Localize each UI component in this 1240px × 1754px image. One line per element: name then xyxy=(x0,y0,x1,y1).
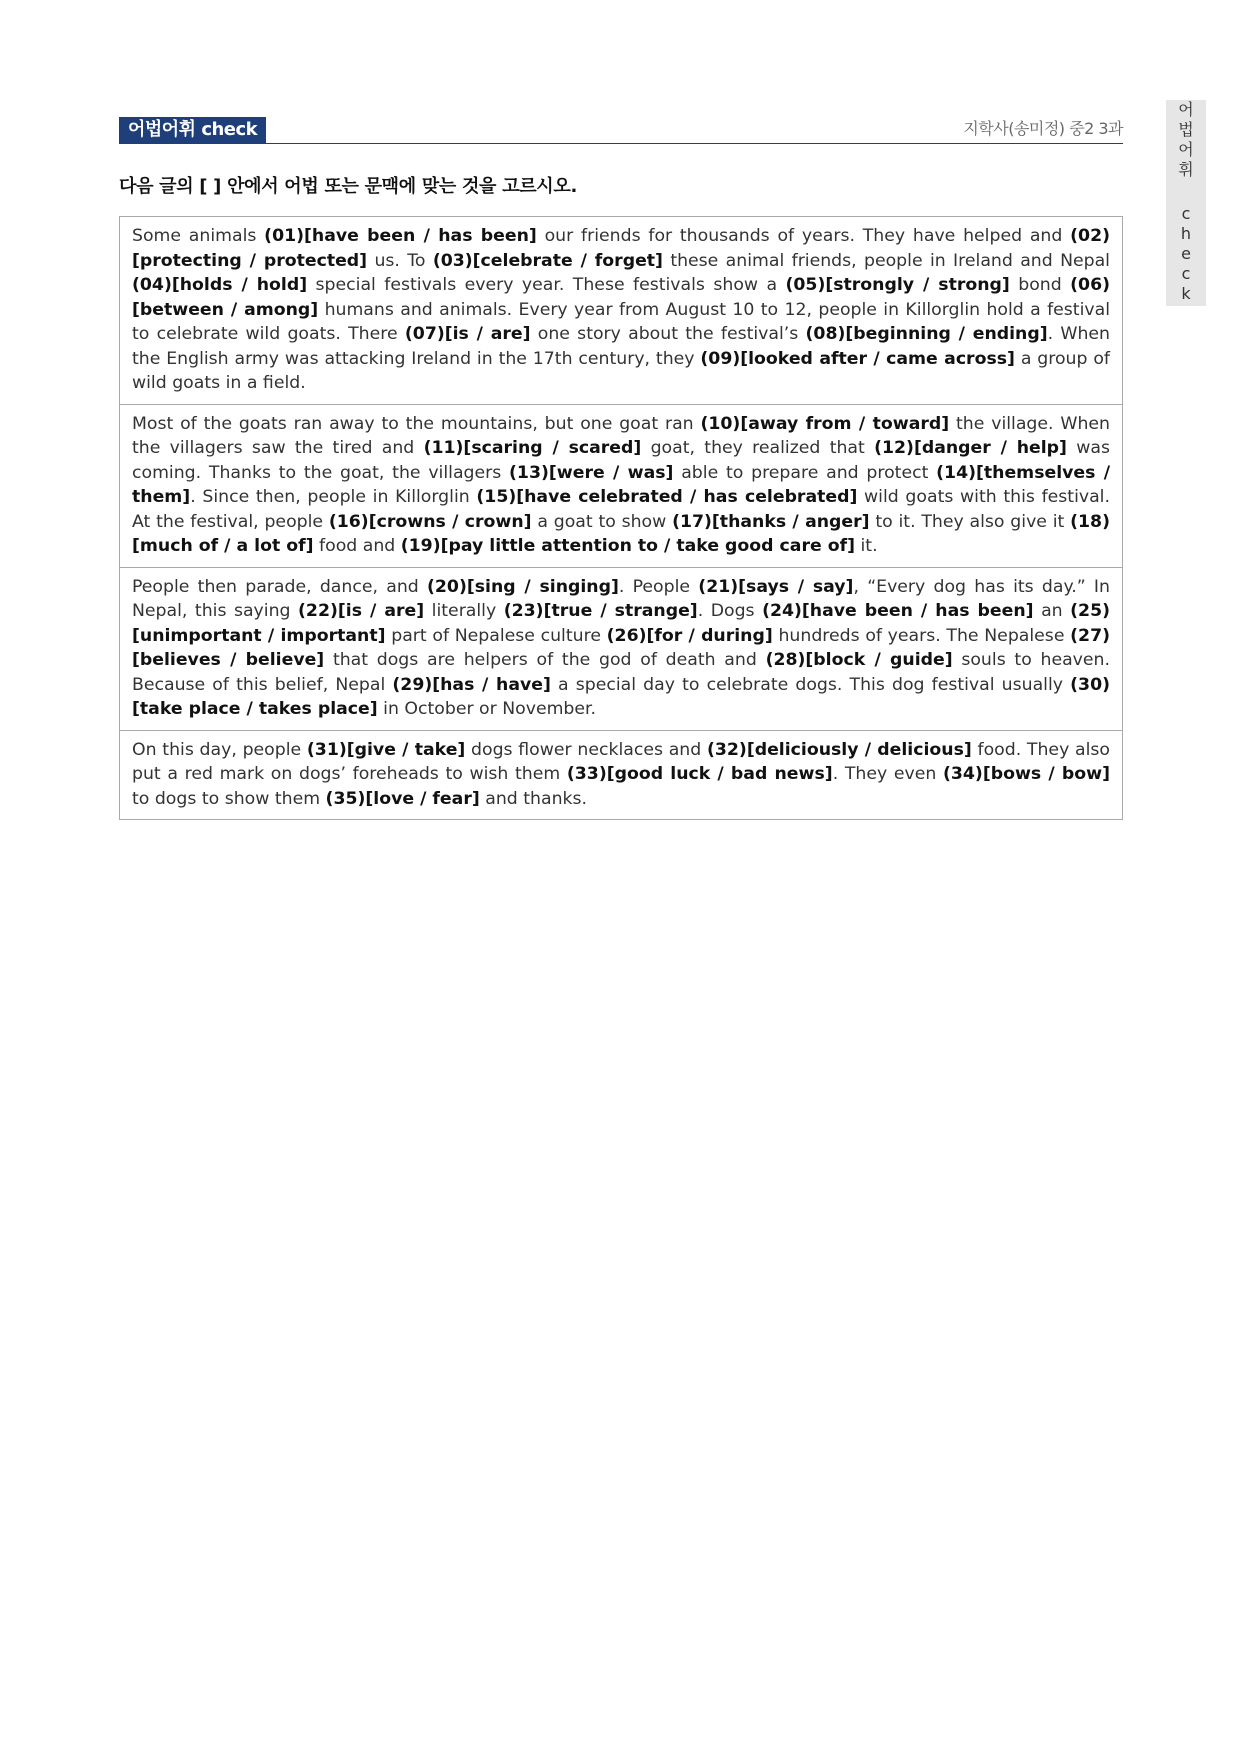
passage-text: and thanks. xyxy=(479,788,588,809)
passage-text: hundreds of years. The Nepalese xyxy=(772,625,1071,646)
paragraph xyxy=(119,568,1123,731)
answer-choice: (22)[is / are] xyxy=(298,601,425,621)
answer-choice: (34)[bows / bow] xyxy=(942,764,1110,784)
passage-text: special festivals every year. These festivals show a xyxy=(307,275,786,295)
answer-choice: (35)[love / fear] xyxy=(325,788,480,809)
answer-choice: (07)[is / are] xyxy=(404,324,531,344)
passage-text: . Dogs xyxy=(697,601,763,621)
passage-box xyxy=(119,216,1123,820)
passage-text: the village. When the villagers saw the tired and xyxy=(132,413,1111,458)
answer-choice: (18)[much of / a lot of] xyxy=(132,511,1110,556)
instruction-text: 다음 글의 [ ] 안에서 어법 또는 문맥에 맞는 것을 고르시오. xyxy=(119,176,577,197)
passage-text: food and xyxy=(313,536,401,556)
paragraph xyxy=(119,405,1123,568)
paragraph xyxy=(119,216,1123,405)
side-tab-char: c xyxy=(1181,204,1191,223)
passage-text: part of Nepalese culture xyxy=(385,625,607,646)
answer-choice: (17)[thanks / anger] xyxy=(672,511,870,532)
answer-choice: (05)[strongly / strong] xyxy=(785,275,1010,295)
side-tab-char: 어 xyxy=(1178,140,1194,159)
answer-choice: (32)[deliciously / delicious] xyxy=(706,739,972,760)
answer-choice: (24)[have been / has been] xyxy=(762,601,1034,621)
passage-text: literally xyxy=(424,601,504,621)
passage-text: wild goats with this festival. At the festival, people xyxy=(132,487,1110,532)
passage-text: humans and animals. Every year from August 10 to 12, people in Killorglin hold a festival to celebrate wild goats. There xyxy=(132,299,1110,344)
passage-text: . People xyxy=(618,576,699,597)
answer-choice: (02)[protecting / protected] xyxy=(132,226,1111,271)
paragraph xyxy=(119,731,1123,821)
passage-text: bond xyxy=(1009,275,1071,295)
passage-text: , “Every dog has its day.” In Nepal, this saying xyxy=(132,576,1110,621)
answer-choice: (01)[have been / has been] xyxy=(264,226,537,246)
passage-text: a special day to celebrate dogs. This dog festival usually xyxy=(550,674,1071,695)
answer-choice: (12)[danger / help] xyxy=(874,438,1067,458)
passage-text: Most of the goats ran away to the mountains, but one goat ran xyxy=(132,413,701,434)
answer-choice: (06)[between / among] xyxy=(132,275,1110,320)
answer-choice: (23)[true / strange] xyxy=(503,601,698,621)
passage-text: to it. They also give it xyxy=(869,511,1071,532)
answer-choice: (03)[celebrate / forget] xyxy=(432,250,663,271)
passage-text: it. xyxy=(855,536,878,556)
section-tag: 어법어휘 check xyxy=(119,117,266,143)
answer-choice: (31)[give / take] xyxy=(306,739,466,760)
passage-text: our friends for thousands of years. They have helped and xyxy=(536,226,1071,246)
answer-choice: (16)[crowns / crown] xyxy=(328,511,532,532)
answer-choice: (11)[scaring / scared] xyxy=(423,438,642,458)
passage-text: dogs flower necklaces and xyxy=(465,739,707,760)
side-tab-char: h xyxy=(1180,224,1192,243)
passage-text: to dogs to show them xyxy=(132,788,326,809)
header-divider xyxy=(119,143,1123,144)
side-tab-char: c xyxy=(1181,264,1191,283)
answer-choice: (29)[has / have] xyxy=(392,674,551,695)
passage-text: . When the English army was attacking Ireland in the 17th century, they xyxy=(132,324,1110,369)
answer-choice: (10)[away from / toward] xyxy=(700,413,950,434)
passage-text: one story about the festival’s xyxy=(530,324,806,344)
passage-text: in October or November. xyxy=(377,699,597,719)
passage-text: a group of wild goats in a field. xyxy=(132,348,1111,393)
answer-choice: (13)[were / was] xyxy=(509,462,674,483)
passage-text: Some animals xyxy=(132,226,265,246)
side-tab-char: e xyxy=(1181,244,1191,263)
passage-text: souls to heaven. Because of this belief, Nepal xyxy=(132,650,1110,695)
answer-choice: (08)[beginning / ending] xyxy=(805,324,1048,344)
answer-choice: (14)[themselves / them] xyxy=(132,462,1111,507)
passage-text: us. To xyxy=(367,250,433,271)
answer-choice: (19)[pay little attention to / take good care of] xyxy=(400,536,856,556)
answer-choice: (26)[for / during] xyxy=(606,625,773,646)
answer-choice: (27)[believes / believe] xyxy=(132,625,1111,670)
answer-choice: (28)[block / guide] xyxy=(765,650,953,670)
passage-text: an xyxy=(1033,601,1071,621)
passage-text: People then parade, dance, and xyxy=(132,576,427,597)
textbook-subject: 지학사(송미정) 중2 3과 xyxy=(963,119,1123,138)
passage-text: food. They also put a red mark on dogs’ foreheads to wish them xyxy=(132,739,1110,784)
side-tab-char: 휘 xyxy=(1178,160,1194,179)
passage-text: goat, they realized that xyxy=(641,438,875,458)
answer-choice: (15)[have celebrated / has celebrated] xyxy=(476,487,858,507)
side-tab-char: 법 xyxy=(1178,120,1194,139)
passage-text: . Since then, people in Killorglin xyxy=(190,487,477,507)
side-tab-char: k xyxy=(1181,284,1191,303)
answer-choice: (25)[unimportant / important] xyxy=(132,601,1110,646)
side-tab xyxy=(1166,100,1206,306)
answer-choice: (04)[holds / hold] xyxy=(132,275,308,295)
passage-text: . They even xyxy=(832,764,943,784)
answer-choice: (30)[take place / takes place] xyxy=(132,674,1111,719)
answer-choice: (21)[says / say] xyxy=(698,576,854,597)
side-tab-char: 어 xyxy=(1178,100,1194,119)
passage-text: able to prepare and protect xyxy=(673,462,937,483)
passage-text: that dogs are helpers of the god of death and xyxy=(324,650,766,670)
passage-text: was coming. Thanks to the goat, the villagers xyxy=(132,438,1110,483)
answer-choice: (33)[good luck / bad news] xyxy=(566,764,833,784)
answer-choice: (09)[looked after / came across] xyxy=(700,348,1015,369)
passage-text: these animal friends, people in Ireland and Nepal xyxy=(662,250,1110,271)
passage-text: On this day, people xyxy=(132,739,307,760)
passage-text: a goat to show xyxy=(531,511,673,532)
answer-choice: (20)[sing / singing] xyxy=(427,576,619,597)
